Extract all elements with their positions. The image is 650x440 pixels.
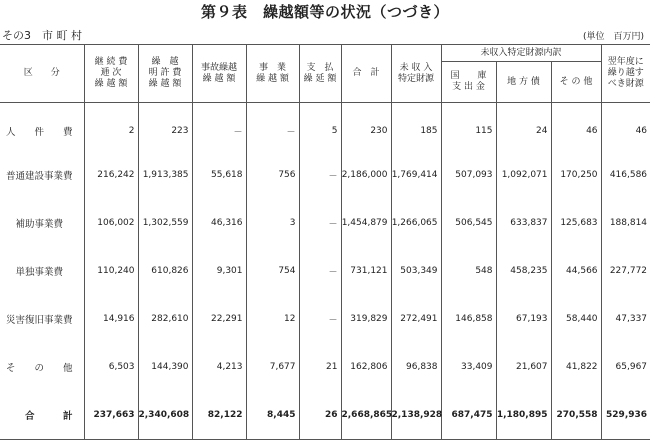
total-row bbox=[0, 391, 650, 440]
cell-value: 21,607 bbox=[496, 343, 551, 391]
header-category: 区 分 bbox=[0, 45, 84, 103]
cell-value: 26 bbox=[299, 391, 341, 440]
cell-value: 529,936 bbox=[601, 391, 650, 440]
cell-value: 458,235 bbox=[496, 247, 551, 295]
cell-value: 125,683 bbox=[551, 199, 601, 247]
cell-value: － bbox=[299, 199, 341, 247]
cell-value: 227,772 bbox=[601, 247, 650, 295]
cell-value: － bbox=[299, 247, 341, 295]
table-body bbox=[0, 103, 650, 440]
cell-value: 610,826 bbox=[138, 247, 192, 295]
cell-value: － bbox=[299, 295, 341, 343]
cell-value: 687,475 bbox=[441, 391, 496, 440]
cell-value: 1,092,071 bbox=[496, 151, 551, 199]
cell-value: 46,316 bbox=[192, 199, 246, 247]
cell-value: 96,838 bbox=[391, 343, 441, 391]
cell-value: － bbox=[246, 103, 299, 152]
cell-value: 1,266,065 bbox=[391, 199, 441, 247]
table-row bbox=[0, 103, 650, 152]
row-label: 合 計 bbox=[0, 391, 84, 440]
cell-value: 2 bbox=[84, 103, 138, 152]
table-row bbox=[0, 199, 650, 247]
cell-value: 1,913,385 bbox=[138, 151, 192, 199]
header-accident-carryover: 事故繰越 繰 越 額 bbox=[192, 45, 246, 103]
table-row bbox=[0, 151, 650, 199]
row-label: 単独事業費 bbox=[0, 247, 84, 295]
cell-value: 1,180,895 bbox=[496, 391, 551, 440]
cell-value: 144,390 bbox=[138, 343, 192, 391]
table-subtitle: その3 市 町 村 bbox=[2, 29, 82, 42]
cell-value: 633,837 bbox=[496, 199, 551, 247]
cell-value: 185 bbox=[391, 103, 441, 152]
row-label: そ の 他 bbox=[0, 343, 84, 391]
cell-value: 416,586 bbox=[601, 151, 650, 199]
table-row bbox=[0, 247, 650, 295]
cell-value: 237,663 bbox=[84, 391, 138, 440]
row-label: 補助事業費 bbox=[0, 199, 84, 247]
cell-value: 21 bbox=[299, 343, 341, 391]
cell-value: 24 bbox=[496, 103, 551, 152]
cell-value: 1,302,559 bbox=[138, 199, 192, 247]
header-total: 合 計 bbox=[341, 45, 391, 103]
unit-label: (単位 百万円) bbox=[582, 32, 644, 42]
cell-value: 1,454,879 bbox=[341, 199, 391, 247]
cell-value: － bbox=[299, 151, 341, 199]
header-project-carryover: 事 業 繰 越 額 bbox=[246, 45, 299, 103]
cell-value: 41,822 bbox=[551, 343, 601, 391]
cell-value: 230 bbox=[341, 103, 391, 152]
cell-value: 7,677 bbox=[246, 343, 299, 391]
carryover-table bbox=[0, 44, 650, 440]
cell-value: 44,566 bbox=[551, 247, 601, 295]
header-explicit-carryover: 繰 越 明 許 費 繰 越 額 bbox=[138, 45, 192, 103]
cell-value: 2,668,865 bbox=[341, 391, 391, 440]
header-national-treasury: 国 庫 支 出 金 bbox=[441, 62, 496, 103]
cell-value: 272,491 bbox=[391, 295, 441, 343]
header-payment-deferral: 支 払 繰 延 額 bbox=[299, 45, 341, 103]
cell-value: 188,814 bbox=[601, 199, 650, 247]
cell-value: 146,858 bbox=[441, 295, 496, 343]
cell-value: 14,916 bbox=[84, 295, 138, 343]
cell-value: 731,121 bbox=[341, 247, 391, 295]
header-other: そ の 他 bbox=[551, 62, 601, 103]
cell-value: 506,545 bbox=[441, 199, 496, 247]
row-label: 災害復旧事業費 bbox=[0, 295, 84, 343]
header-row-top bbox=[0, 45, 650, 62]
cell-value: 58,440 bbox=[551, 295, 601, 343]
cell-value: 754 bbox=[246, 247, 299, 295]
table-row bbox=[0, 343, 650, 391]
header-breakdown-group: 未収入特定財源内訳 bbox=[441, 45, 601, 62]
cell-value: 46 bbox=[551, 103, 601, 152]
cell-value: 47,337 bbox=[601, 295, 650, 343]
cell-value: 756 bbox=[246, 151, 299, 199]
cell-value: 110,240 bbox=[84, 247, 138, 295]
cell-value: 223 bbox=[138, 103, 192, 152]
header-continuing-expense: 継 続 費 逓 次 繰 越 額 bbox=[84, 45, 138, 103]
cell-value: 503,349 bbox=[391, 247, 441, 295]
cell-value: 282,610 bbox=[138, 295, 192, 343]
cell-value: 2,186,000 bbox=[341, 151, 391, 199]
header-next-year-revenue: 翌年度に 繰り越す べき財源 bbox=[601, 45, 650, 103]
cell-value: 548 bbox=[441, 247, 496, 295]
cell-value: 67,193 bbox=[496, 295, 551, 343]
cell-value: 6,503 bbox=[84, 343, 138, 391]
cell-value: 22,291 bbox=[192, 295, 246, 343]
cell-value: 162,806 bbox=[341, 343, 391, 391]
page-title: 第９表 繰越額等の状況（つづき） bbox=[200, 3, 449, 21]
cell-value: － bbox=[192, 103, 246, 152]
cell-value: 46 bbox=[601, 103, 650, 152]
cell-value: 216,242 bbox=[84, 151, 138, 199]
cell-value: 33,409 bbox=[441, 343, 496, 391]
cell-value: 2,138,928 bbox=[391, 391, 441, 440]
cell-value: 5 bbox=[299, 103, 341, 152]
cell-value: 2,340,608 bbox=[138, 391, 192, 440]
cell-value: 3 bbox=[246, 199, 299, 247]
cell-value: 55,618 bbox=[192, 151, 246, 199]
cell-value: 65,967 bbox=[601, 343, 650, 391]
row-label: 普通建設事業費 bbox=[0, 151, 84, 199]
cell-value: 1,769,414 bbox=[391, 151, 441, 199]
cell-value: 106,002 bbox=[84, 199, 138, 247]
cell-value: 115 bbox=[441, 103, 496, 152]
cell-value: 12 bbox=[246, 295, 299, 343]
cell-value: 270,558 bbox=[551, 391, 601, 440]
table-row bbox=[0, 295, 650, 343]
header-local-bonds: 地 方 債 bbox=[496, 62, 551, 103]
cell-value: 507,093 bbox=[441, 151, 496, 199]
cell-value: 170,250 bbox=[551, 151, 601, 199]
header-unreceived-revenue: 未 収 入 特定財源 bbox=[391, 45, 441, 103]
cell-value: 319,829 bbox=[341, 295, 391, 343]
cell-value: 8,445 bbox=[246, 391, 299, 440]
cell-value: 82,122 bbox=[192, 391, 246, 440]
row-label: 人 件 費 bbox=[0, 103, 84, 152]
cell-value: 9,301 bbox=[192, 247, 246, 295]
cell-value: 4,213 bbox=[192, 343, 246, 391]
